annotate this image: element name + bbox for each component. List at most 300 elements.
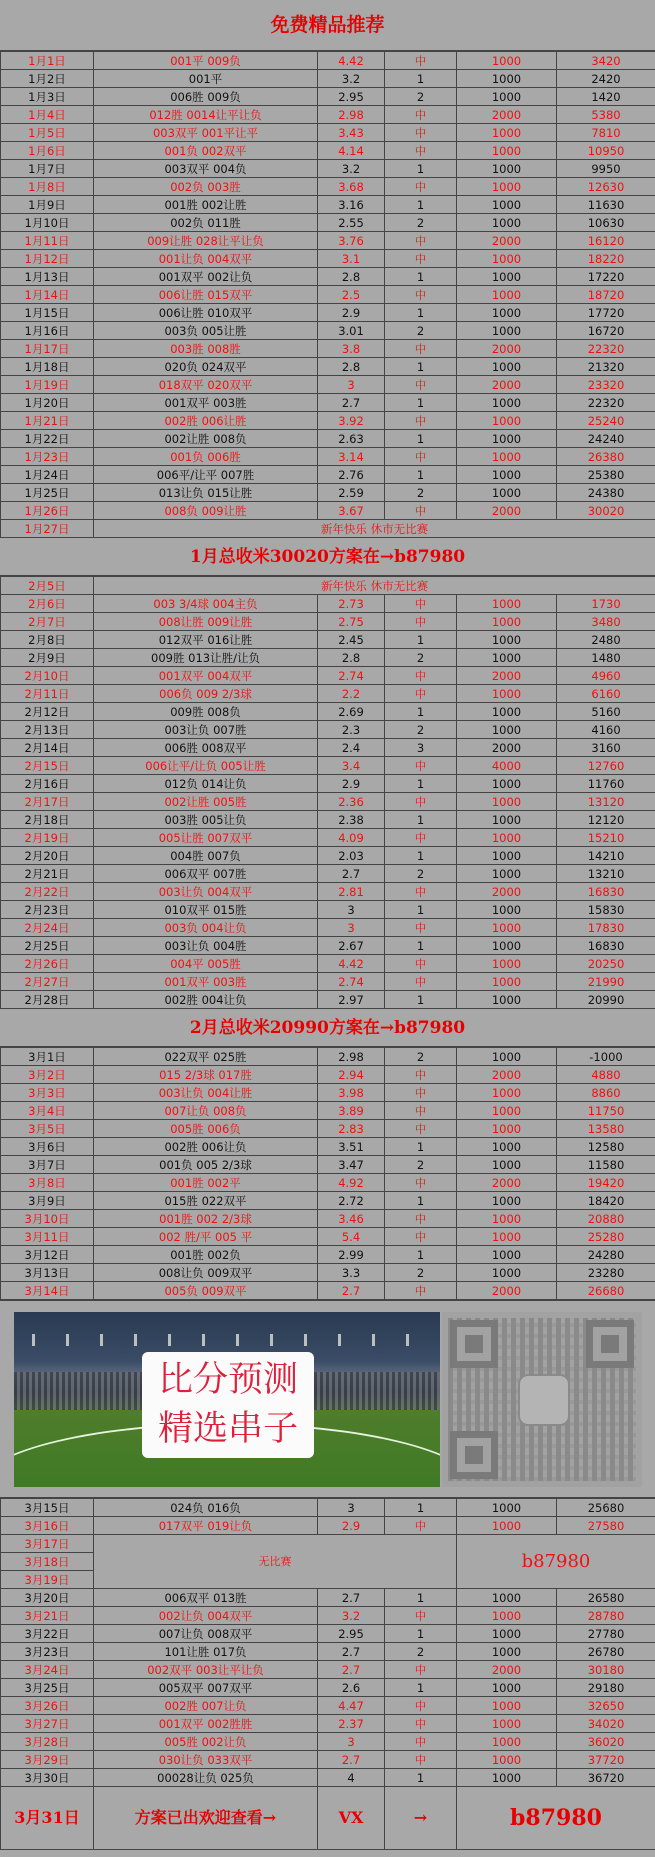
date-cell: 1月1日 bbox=[1, 52, 94, 70]
results-table-mar-a bbox=[0, 1047, 655, 1300]
stake-cell: 1000 bbox=[457, 88, 557, 106]
table-row bbox=[1, 1679, 655, 1697]
table-row bbox=[1, 1192, 655, 1210]
date-cell: 1月26日 bbox=[1, 502, 94, 520]
odds-cell: 4.14 bbox=[318, 142, 385, 160]
stake-cell: 1000 bbox=[457, 1499, 557, 1517]
odds-cell: 2.75 bbox=[318, 613, 385, 631]
table-row bbox=[1, 1102, 655, 1120]
total-cell: 2480 bbox=[557, 631, 655, 649]
table-row bbox=[1, 322, 655, 340]
result-cell: 中 bbox=[385, 1733, 457, 1751]
table-row bbox=[1, 757, 655, 775]
result-cell: 1 bbox=[385, 304, 457, 322]
date-cell: 1月27日 bbox=[1, 520, 94, 538]
odds-cell: 3.89 bbox=[318, 1102, 385, 1120]
pick-cell: 002 胜/平 005 平 bbox=[94, 1228, 318, 1246]
table-row bbox=[1, 376, 655, 394]
pick-cell: 002胜 007让负 bbox=[94, 1697, 318, 1715]
result-cell: 中 bbox=[385, 1120, 457, 1138]
odds-cell: 3.76 bbox=[318, 232, 385, 250]
date-cell: 1月12日 bbox=[1, 250, 94, 268]
total-cell: 12630 bbox=[557, 178, 655, 196]
total-cell: 1480 bbox=[557, 649, 655, 667]
table-row bbox=[1, 775, 655, 793]
stake-cell: 1000 bbox=[457, 466, 557, 484]
pick-cell: 001让负 004双平 bbox=[94, 250, 318, 268]
stake-cell: 1000 bbox=[457, 793, 557, 811]
odds-cell: 2.7 bbox=[318, 394, 385, 412]
odds-cell: 2.03 bbox=[318, 847, 385, 865]
stake-cell: 1000 bbox=[457, 811, 557, 829]
february-summary: 2月总收米20990方案在→b87980 bbox=[0, 1009, 655, 1047]
table-row bbox=[1, 1264, 655, 1282]
date-cell: 2月6日 bbox=[1, 595, 94, 613]
stake-cell: 1000 bbox=[457, 250, 557, 268]
total-cell: 19420 bbox=[557, 1174, 655, 1192]
date-cell: 3月16日 bbox=[1, 1517, 94, 1535]
stake-cell: 1000 bbox=[457, 1228, 557, 1246]
date-cell: 2月11日 bbox=[1, 685, 94, 703]
date-cell: 2月27日 bbox=[1, 973, 94, 991]
total-cell: 20880 bbox=[557, 1210, 655, 1228]
date-cell: 1月11日 bbox=[1, 232, 94, 250]
odds-cell: 4 bbox=[318, 1769, 385, 1787]
total-cell: 27580 bbox=[557, 1517, 655, 1535]
pick-cell: 003胜 008胜 bbox=[94, 340, 318, 358]
stake-cell: 1000 bbox=[457, 1246, 557, 1264]
footer-date: 3月31日 bbox=[1, 1787, 94, 1850]
result-cell: 中 bbox=[385, 667, 457, 685]
total-cell: 12120 bbox=[557, 811, 655, 829]
total-cell: 10950 bbox=[557, 142, 655, 160]
result-cell: 2 bbox=[385, 88, 457, 106]
stake-cell: 1000 bbox=[457, 70, 557, 88]
table-row bbox=[1, 1643, 655, 1661]
result-cell: 中 bbox=[385, 757, 457, 775]
total-cell: 17720 bbox=[557, 304, 655, 322]
result-cell: 中 bbox=[385, 52, 457, 70]
total-cell: 20250 bbox=[557, 955, 655, 973]
table-row bbox=[1, 1607, 655, 1625]
result-cell: 中 bbox=[385, 106, 457, 124]
result-cell: 1 bbox=[385, 1679, 457, 1697]
stake-cell: 1000 bbox=[457, 865, 557, 883]
pick-cell: 006胜 009负 bbox=[94, 88, 318, 106]
odds-cell: 3.51 bbox=[318, 1138, 385, 1156]
table-row bbox=[1, 1535, 655, 1553]
result-cell: 1 bbox=[385, 991, 457, 1009]
odds-cell: 2.4 bbox=[318, 739, 385, 757]
odds-cell: 3.2 bbox=[318, 1607, 385, 1625]
table-row bbox=[1, 520, 655, 538]
result-cell: 中 bbox=[385, 232, 457, 250]
odds-cell: 2.69 bbox=[318, 703, 385, 721]
stake-cell: 1000 bbox=[457, 1210, 557, 1228]
date-cell: 3月19日 bbox=[1, 1571, 94, 1589]
promo-line-1: 比分预测 bbox=[157, 1360, 298, 1400]
date-cell: 1月13日 bbox=[1, 268, 94, 286]
table-row bbox=[1, 793, 655, 811]
table-row bbox=[1, 991, 655, 1009]
date-cell: 3月28日 bbox=[1, 1733, 94, 1751]
stake-cell: 1000 bbox=[457, 1697, 557, 1715]
odds-cell: 2.74 bbox=[318, 973, 385, 991]
date-cell: 3月20日 bbox=[1, 1589, 94, 1607]
total-cell: 23280 bbox=[557, 1264, 655, 1282]
result-cell: 1 bbox=[385, 1625, 457, 1643]
date-cell: 3月1日 bbox=[1, 1048, 94, 1066]
odds-cell: 2.76 bbox=[318, 466, 385, 484]
date-cell: 3月17日 bbox=[1, 1535, 94, 1553]
pick-cell: 006双平 007胜 bbox=[94, 865, 318, 883]
odds-cell: 2.36 bbox=[318, 793, 385, 811]
pick-cell: 001双平 004双平 bbox=[94, 667, 318, 685]
stake-cell: 1000 bbox=[457, 973, 557, 991]
table-row bbox=[1, 142, 655, 160]
result-cell: 中 bbox=[385, 178, 457, 196]
result-cell: 1 bbox=[385, 196, 457, 214]
stake-cell: 1000 bbox=[457, 448, 557, 466]
table-row bbox=[1, 631, 655, 649]
date-cell: 3月13日 bbox=[1, 1264, 94, 1282]
odds-cell: 3.16 bbox=[318, 196, 385, 214]
table-row bbox=[1, 919, 655, 937]
stake-cell: 1000 bbox=[457, 685, 557, 703]
pick-cell: 001平 bbox=[94, 70, 318, 88]
date-cell: 2月24日 bbox=[1, 919, 94, 937]
pick-cell: 001胜 002 2/3球 bbox=[94, 1210, 318, 1228]
date-cell: 1月10日 bbox=[1, 214, 94, 232]
total-cell: 22320 bbox=[557, 394, 655, 412]
pick-cell: 101让胜 017负 bbox=[94, 1643, 318, 1661]
pick-cell: 009胜 013让胜/让负 bbox=[94, 649, 318, 667]
total-cell: 9950 bbox=[557, 160, 655, 178]
total-cell: 3480 bbox=[557, 613, 655, 631]
date-cell: 1月21日 bbox=[1, 412, 94, 430]
date-cell: 1月8日 bbox=[1, 178, 94, 196]
table-row bbox=[1, 88, 655, 106]
pick-cell: 002胜 004让负 bbox=[94, 991, 318, 1009]
total-cell: 11580 bbox=[557, 1156, 655, 1174]
table-row bbox=[1, 1174, 655, 1192]
result-cell: 中 bbox=[385, 883, 457, 901]
pick-cell: 012双平 016让胜 bbox=[94, 631, 318, 649]
result-cell: 1 bbox=[385, 775, 457, 793]
odds-cell: 2.67 bbox=[318, 937, 385, 955]
total-cell: 12580 bbox=[557, 1138, 655, 1156]
result-cell: 中 bbox=[385, 919, 457, 937]
stake-cell: 2000 bbox=[457, 1066, 557, 1084]
stake-cell: 1000 bbox=[457, 937, 557, 955]
total-cell: -1000 bbox=[557, 1048, 655, 1066]
date-cell: 3月18日 bbox=[1, 1553, 94, 1571]
date-cell: 3月11日 bbox=[1, 1228, 94, 1246]
total-cell: 2420 bbox=[557, 70, 655, 88]
result-cell: 2 bbox=[385, 1156, 457, 1174]
odds-cell: 2.37 bbox=[318, 1715, 385, 1733]
pick-cell: 003让负 004胜 bbox=[94, 937, 318, 955]
table-row bbox=[1, 703, 655, 721]
pick-cell: 004胜 007负 bbox=[94, 847, 318, 865]
promo-line-2: 精选串子 bbox=[157, 1409, 298, 1449]
odds-cell: 2.74 bbox=[318, 667, 385, 685]
total-cell: 4880 bbox=[557, 1066, 655, 1084]
date-cell: 3月8日 bbox=[1, 1174, 94, 1192]
odds-cell: 2.7 bbox=[318, 1751, 385, 1769]
total-cell: 12760 bbox=[557, 757, 655, 775]
odds-cell: 2.7 bbox=[318, 1282, 385, 1300]
pick-cell: 013让负 015让胜 bbox=[94, 484, 318, 502]
odds-cell: 2.99 bbox=[318, 1246, 385, 1264]
odds-cell: 2.45 bbox=[318, 631, 385, 649]
odds-cell: 2.3 bbox=[318, 721, 385, 739]
result-cell: 1 bbox=[385, 430, 457, 448]
result-cell: 中 bbox=[385, 1228, 457, 1246]
total-cell: 11760 bbox=[557, 775, 655, 793]
odds-cell: 3.3 bbox=[318, 1264, 385, 1282]
odds-cell: 2.5 bbox=[318, 286, 385, 304]
stake-cell: 1000 bbox=[457, 1589, 557, 1607]
table-row bbox=[1, 160, 655, 178]
footer-id: b87980 bbox=[457, 1787, 655, 1850]
date-cell: 1月4日 bbox=[1, 106, 94, 124]
stake-cell: 1000 bbox=[457, 1192, 557, 1210]
odds-cell: 4.47 bbox=[318, 1697, 385, 1715]
total-cell: 26380 bbox=[557, 448, 655, 466]
holiday-note: 新年快乐 休市无比赛 bbox=[94, 577, 655, 595]
total-cell: 21320 bbox=[557, 358, 655, 376]
table-row bbox=[1, 667, 655, 685]
stake-cell: 1000 bbox=[457, 1625, 557, 1643]
stake-cell: 2000 bbox=[457, 1174, 557, 1192]
date-cell: 2月25日 bbox=[1, 937, 94, 955]
odds-cell: 2.63 bbox=[318, 430, 385, 448]
stake-cell: 1000 bbox=[457, 775, 557, 793]
table-row bbox=[1, 811, 655, 829]
pick-cell: 007让负 008双平 bbox=[94, 1625, 318, 1643]
table-row bbox=[1, 865, 655, 883]
no-match-note: 无比赛 bbox=[94, 1535, 457, 1589]
table-row bbox=[1, 466, 655, 484]
result-cell: 2 bbox=[385, 721, 457, 739]
pick-cell: 005负 009双平 bbox=[94, 1282, 318, 1300]
pick-cell: 002让胜 005胜 bbox=[94, 793, 318, 811]
result-cell: 中 bbox=[385, 1751, 457, 1769]
pick-cell: 009胜 008负 bbox=[94, 703, 318, 721]
pick-cell: 002让胜 008负 bbox=[94, 430, 318, 448]
page-title: 免费精品推荐 bbox=[0, 0, 655, 51]
table-row bbox=[1, 1120, 655, 1138]
odds-cell: 2.8 bbox=[318, 358, 385, 376]
result-cell: 中 bbox=[385, 1174, 457, 1192]
odds-cell: 3 bbox=[318, 1499, 385, 1517]
table-row bbox=[1, 1661, 655, 1679]
stake-cell: 2000 bbox=[457, 1661, 557, 1679]
pick-cell: 003负 004让负 bbox=[94, 919, 318, 937]
total-cell: 5380 bbox=[557, 106, 655, 124]
result-cell: 1 bbox=[385, 358, 457, 376]
table-row bbox=[1, 883, 655, 901]
table-row bbox=[1, 484, 655, 502]
pick-cell: 003让负 007胜 bbox=[94, 721, 318, 739]
result-cell: 1 bbox=[385, 394, 457, 412]
footer-row bbox=[1, 1787, 655, 1850]
pick-cell: 002让负 004双平 bbox=[94, 1607, 318, 1625]
table-row bbox=[1, 1048, 655, 1066]
date-cell: 3月26日 bbox=[1, 1697, 94, 1715]
odds-cell: 2.2 bbox=[318, 685, 385, 703]
qr-code-image bbox=[442, 1312, 642, 1487]
pick-cell: 001胜 002让胜 bbox=[94, 196, 318, 214]
january-summary: 1月总收米30020方案在→b87980 bbox=[0, 538, 655, 576]
date-cell: 1月17日 bbox=[1, 340, 94, 358]
stake-cell: 2000 bbox=[457, 376, 557, 394]
date-cell: 1月22日 bbox=[1, 430, 94, 448]
total-cell: 30180 bbox=[557, 1661, 655, 1679]
date-cell: 3月9日 bbox=[1, 1192, 94, 1210]
result-cell: 中 bbox=[385, 793, 457, 811]
total-cell: 11630 bbox=[557, 196, 655, 214]
table-row bbox=[1, 70, 655, 88]
stake-cell: 1000 bbox=[457, 178, 557, 196]
pick-cell: 007让负 008负 bbox=[94, 1102, 318, 1120]
total-cell: 17830 bbox=[557, 919, 655, 937]
table-row bbox=[1, 1715, 655, 1733]
result-cell: 2 bbox=[385, 484, 457, 502]
total-cell: 25280 bbox=[557, 1228, 655, 1246]
stake-cell: 1000 bbox=[457, 412, 557, 430]
stake-cell: 1000 bbox=[457, 991, 557, 1009]
odds-cell: 2.7 bbox=[318, 865, 385, 883]
pick-cell: 002双平 003让平让负 bbox=[94, 1661, 318, 1679]
pick-cell: 024负 016负 bbox=[94, 1499, 318, 1517]
pick-cell: 003让负 004让胜 bbox=[94, 1084, 318, 1102]
result-cell: 中 bbox=[385, 1102, 457, 1120]
date-cell: 1月19日 bbox=[1, 376, 94, 394]
total-cell: 10630 bbox=[557, 214, 655, 232]
date-cell: 3月4日 bbox=[1, 1102, 94, 1120]
pick-cell: 010双平 015胜 bbox=[94, 901, 318, 919]
pick-cell: 001双平 003胜 bbox=[94, 973, 318, 991]
stake-cell: 2000 bbox=[457, 502, 557, 520]
total-cell: 13210 bbox=[557, 865, 655, 883]
odds-cell: 2.8 bbox=[318, 268, 385, 286]
odds-cell: 3 bbox=[318, 376, 385, 394]
date-cell: 2月10日 bbox=[1, 667, 94, 685]
date-cell: 1月6日 bbox=[1, 142, 94, 160]
pick-cell: 022双平 025胜 bbox=[94, 1048, 318, 1066]
holiday-note: 新年快乐 休市无比赛 bbox=[94, 520, 655, 538]
table-row bbox=[1, 1517, 655, 1535]
total-cell: 16720 bbox=[557, 322, 655, 340]
odds-cell: 2.38 bbox=[318, 811, 385, 829]
result-cell: 中 bbox=[385, 502, 457, 520]
pick-cell: 030让负 033双平 bbox=[94, 1751, 318, 1769]
pick-cell: 001双平 002胜胜 bbox=[94, 1715, 318, 1733]
date-cell: 1月24日 bbox=[1, 466, 94, 484]
result-cell: 1 bbox=[385, 268, 457, 286]
stake-cell: 1000 bbox=[457, 595, 557, 613]
stake-cell: 1000 bbox=[457, 52, 557, 70]
date-cell: 2月13日 bbox=[1, 721, 94, 739]
result-cell: 1 bbox=[385, 466, 457, 484]
odds-cell: 4.92 bbox=[318, 1174, 385, 1192]
odds-cell: 3.46 bbox=[318, 1210, 385, 1228]
result-cell: 中 bbox=[385, 340, 457, 358]
stake-cell: 1000 bbox=[457, 268, 557, 286]
stake-cell: 1000 bbox=[457, 196, 557, 214]
result-cell: 中 bbox=[385, 955, 457, 973]
odds-cell: 2.72 bbox=[318, 1192, 385, 1210]
stake-cell: 1000 bbox=[457, 304, 557, 322]
pick-cell: 001双平 003胜 bbox=[94, 394, 318, 412]
total-cell: 16120 bbox=[557, 232, 655, 250]
result-cell: 2 bbox=[385, 1048, 457, 1066]
stake-cell: 1000 bbox=[457, 955, 557, 973]
table-row bbox=[1, 1246, 655, 1264]
table-row bbox=[1, 1066, 655, 1084]
stake-cell: 1000 bbox=[457, 829, 557, 847]
pick-cell: 005让胜 007双平 bbox=[94, 829, 318, 847]
pick-cell: 003负 005让胜 bbox=[94, 322, 318, 340]
odds-cell: 2.97 bbox=[318, 991, 385, 1009]
table-row bbox=[1, 340, 655, 358]
result-cell: 1 bbox=[385, 160, 457, 178]
date-cell: 1月14日 bbox=[1, 286, 94, 304]
result-cell: 中 bbox=[385, 142, 457, 160]
stake-cell: 1000 bbox=[457, 1120, 557, 1138]
stake-cell: 1000 bbox=[457, 1048, 557, 1066]
pick-cell: 003胜 005让负 bbox=[94, 811, 318, 829]
promo-banner bbox=[0, 1300, 655, 1498]
stake-cell: 1000 bbox=[457, 322, 557, 340]
odds-cell: 3.8 bbox=[318, 340, 385, 358]
date-cell: 2月19日 bbox=[1, 829, 94, 847]
pick-cell: 002胜 006让胜 bbox=[94, 412, 318, 430]
pick-cell: 020负 024双平 bbox=[94, 358, 318, 376]
date-cell: 2月28日 bbox=[1, 991, 94, 1009]
table-row bbox=[1, 286, 655, 304]
total-cell: 15210 bbox=[557, 829, 655, 847]
stake-cell: 1000 bbox=[457, 1733, 557, 1751]
total-cell: 27780 bbox=[557, 1625, 655, 1643]
wechat-icon bbox=[518, 1374, 570, 1426]
result-cell: 中 bbox=[385, 448, 457, 466]
table-row bbox=[1, 1733, 655, 1751]
total-cell: 13580 bbox=[557, 1120, 655, 1138]
result-cell: 1 bbox=[385, 847, 457, 865]
date-cell: 3月30日 bbox=[1, 1769, 94, 1787]
date-cell: 1月15日 bbox=[1, 304, 94, 322]
table-row bbox=[1, 412, 655, 430]
pick-cell: 008负 009让胜 bbox=[94, 502, 318, 520]
pick-cell: 002胜 006让负 bbox=[94, 1138, 318, 1156]
date-cell: 3月5日 bbox=[1, 1120, 94, 1138]
result-cell: 中 bbox=[385, 1715, 457, 1733]
stake-cell: 1000 bbox=[457, 1715, 557, 1733]
date-cell: 3月27日 bbox=[1, 1715, 94, 1733]
pick-cell: 001负 005 2/3球 bbox=[94, 1156, 318, 1174]
odds-cell: 3.14 bbox=[318, 448, 385, 466]
odds-cell: 2.9 bbox=[318, 1517, 385, 1535]
result-cell: 1 bbox=[385, 1192, 457, 1210]
date-cell: 2月23日 bbox=[1, 901, 94, 919]
odds-cell: 3 bbox=[318, 901, 385, 919]
date-cell: 1月2日 bbox=[1, 70, 94, 88]
stake-cell: 1000 bbox=[457, 703, 557, 721]
results-table-jan bbox=[0, 51, 655, 538]
